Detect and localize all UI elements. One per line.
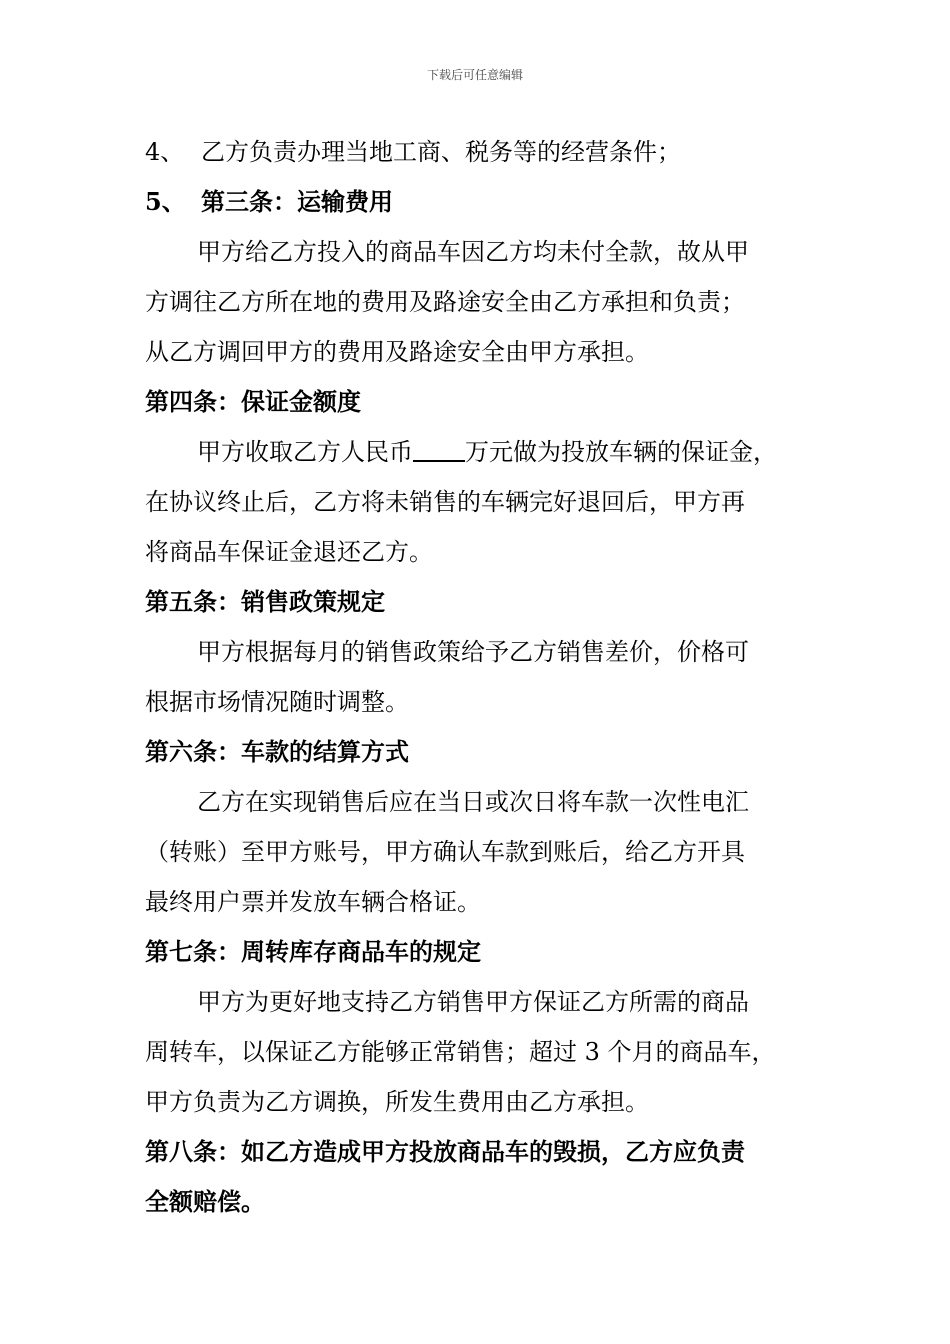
document-body [145,127,817,1227]
list-number: 4、 [145,138,185,166]
text-fragment: 甲方收取乙方人民币 [197,438,413,466]
paragraph-line [145,427,817,477]
paragraph-line: 乙方在实现销售后应在当日或次日将车款一次性电汇 [197,788,749,816]
section-heading-art8-cont: 全额赔偿。 [145,1187,265,1216]
paragraph-line: 甲方为更好地支持乙方销售甲方保证乙方所需的商品 [197,988,749,1016]
fill-in-blank [413,438,465,462]
section-heading-art6: 第六条：车款的结算方式 [145,737,409,766]
paragraph-line: 周转车，以保证乙方能够正常销售；超过 3 个月的商品车， [145,1038,776,1066]
section-heading-art7: 第七条：周转库存商品车的规定 [145,937,481,966]
list-text: 乙方负责办理当地工商、税务等的经营条件； [201,138,681,166]
paragraph-line: 甲方负责为乙方调换，所发生费用由乙方承担。 [145,1088,649,1116]
page-header: 下载后可任意编辑 [426,68,523,82]
list-item-5 [145,177,817,227]
paragraph-line: 最终用户票并发放车辆合格证。 [145,888,481,916]
paragraph-line: 在协议终止后，乙方将未销售的车辆完好退回后，甲方再 [145,488,745,516]
paragraph-line: （转账）至甲方账号，甲方确认车款到账后，给乙方开具 [145,838,745,866]
paragraph-line: 将商品车保证金退还乙方。 [145,538,433,566]
section-heading-art3: 第三条：运输费用 [201,187,393,216]
section-heading-art4: 第四条：保证金额度 [145,387,361,416]
paragraph-line: 从乙方调回甲方的费用及路途安全由甲方承担。 [145,338,649,366]
section-heading-art8: 第八条：如乙方造成甲方投放商品车的毁损，乙方应负责 [145,1137,745,1166]
paragraph-line: 根据市场情况随时调整。 [145,688,409,716]
list-item-4 [145,127,817,177]
paragraph-line: 方调往乙方所在地的费用及路途安全由乙方承担和负责； [145,288,745,316]
list-number: 5、 [145,187,186,216]
paragraph-line: 甲方给乙方投入的商品车因乙方均未付全款，故从甲 [197,238,749,266]
paragraph-line: 甲方根据每月的销售政策给予乙方销售差价，价格可 [197,638,749,666]
section-heading-art5: 第五条：销售政策规定 [145,587,385,616]
text-fragment: 万元做为投放车辆的保证金， [465,438,777,466]
